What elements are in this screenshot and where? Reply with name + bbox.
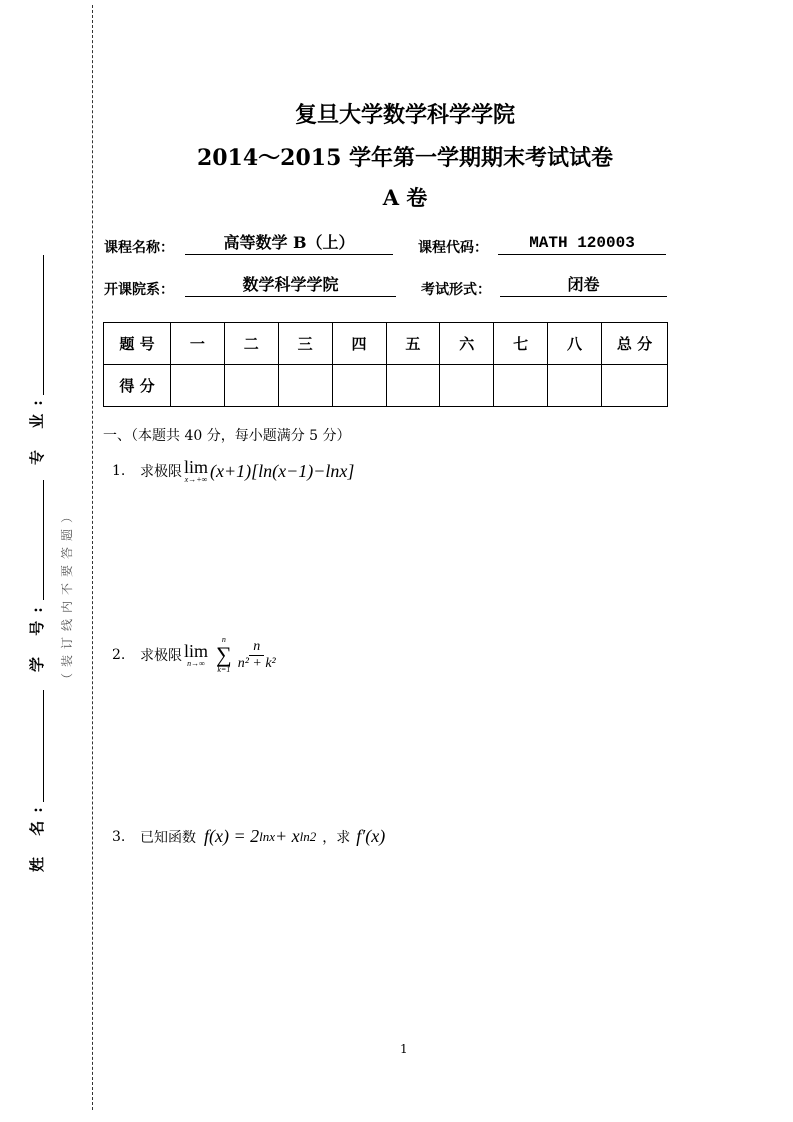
score-cell[interactable]: [494, 365, 548, 407]
header-cell: 四: [332, 323, 386, 365]
score-cell[interactable]: [548, 365, 602, 407]
sum-upper: n: [221, 635, 226, 644]
course-code-field: MATH 120003: [498, 233, 666, 255]
page-number: 1: [400, 1042, 408, 1056]
question-1: [112, 458, 354, 484]
major-label: 专 业:: [28, 392, 46, 465]
math-expression: (x+1)[ln(x−1)−lnx]: [210, 460, 355, 481]
question-2: [112, 636, 276, 674]
school-title: 复旦大学数学科学学院: [294, 102, 515, 128]
course-name-field: 高等数学 B（上）: [185, 233, 393, 255]
name-label: 姓 名:: [28, 799, 46, 872]
name-underline: [43, 690, 44, 802]
question-number: 1.: [112, 463, 126, 479]
question-tail: ，求: [322, 829, 351, 846]
score-cell[interactable]: [278, 365, 332, 407]
dept-field: 数学科学学院: [185, 275, 396, 297]
math-plus-x: + x: [275, 826, 300, 846]
limit-operator: [184, 458, 208, 484]
header-cell: 总 分: [602, 323, 668, 365]
header-cell: 五: [386, 323, 440, 365]
score-row: [104, 365, 668, 407]
exponent: ln2: [299, 828, 317, 844]
score-cell[interactable]: [332, 365, 386, 407]
header-cell: 六: [440, 323, 494, 365]
score-cell[interactable]: [602, 365, 668, 407]
sum-sign: ∑: [216, 642, 232, 667]
question-number: 3.: [112, 828, 126, 845]
binding-note: （装订线内不要答题）: [60, 504, 74, 685]
numerator: n: [249, 639, 264, 656]
paper-type: A 卷: [382, 185, 428, 210]
score-cell[interactable]: [171, 365, 225, 407]
score-row-label: 得 分: [104, 365, 171, 407]
question-text: 求极限: [140, 648, 182, 664]
exponent: lnx: [259, 828, 276, 844]
score-table-header-row: [104, 323, 668, 365]
limit-operator: [184, 642, 208, 668]
lim-subscript: n→∞: [187, 659, 205, 668]
student-id-underline: [43, 480, 44, 600]
lim-word: lim: [184, 641, 209, 661]
header-cell: 二: [224, 323, 278, 365]
header-cell: 一: [171, 323, 225, 365]
exam-title: 2014～2015 学年第一学期期末考试试卷: [196, 145, 614, 171]
exam-form-field: 闭卷: [500, 275, 667, 297]
major-underline: [43, 255, 44, 395]
exam-form-label: 考试形式：: [421, 282, 491, 298]
derivative: f′(x): [356, 826, 386, 846]
fraction: [238, 639, 276, 672]
student-id-label: 学 号:: [28, 599, 46, 672]
question-number: 2.: [112, 647, 126, 663]
score-cell[interactable]: [440, 365, 494, 407]
denominator: n² + k²: [237, 655, 276, 671]
score-cell[interactable]: [386, 365, 440, 407]
sum-lower: k=1: [217, 665, 231, 674]
course-code-label: 课程代码：: [418, 240, 488, 256]
header-cell: 七: [494, 323, 548, 365]
dept-label: 开课院系：: [104, 282, 174, 298]
score-table: [103, 322, 668, 407]
lim-subscript: x→+∞: [184, 475, 208, 484]
question-text: 求极限: [140, 464, 182, 480]
question-3: [112, 826, 385, 847]
section-heading: 一、（本题共 40 分，每小题满分 5 分）: [103, 428, 351, 444]
header-cell: 题 号: [104, 323, 171, 365]
score-cell[interactable]: [224, 365, 278, 407]
summation: [216, 636, 232, 674]
course-name-label: 课程名称：: [104, 240, 174, 256]
header-cell: 八: [548, 323, 602, 365]
math-expression: f(x) = 2: [204, 826, 260, 846]
question-text: 已知函数: [140, 829, 196, 846]
header-cell: 三: [278, 323, 332, 365]
lim-word: lim: [184, 457, 209, 477]
